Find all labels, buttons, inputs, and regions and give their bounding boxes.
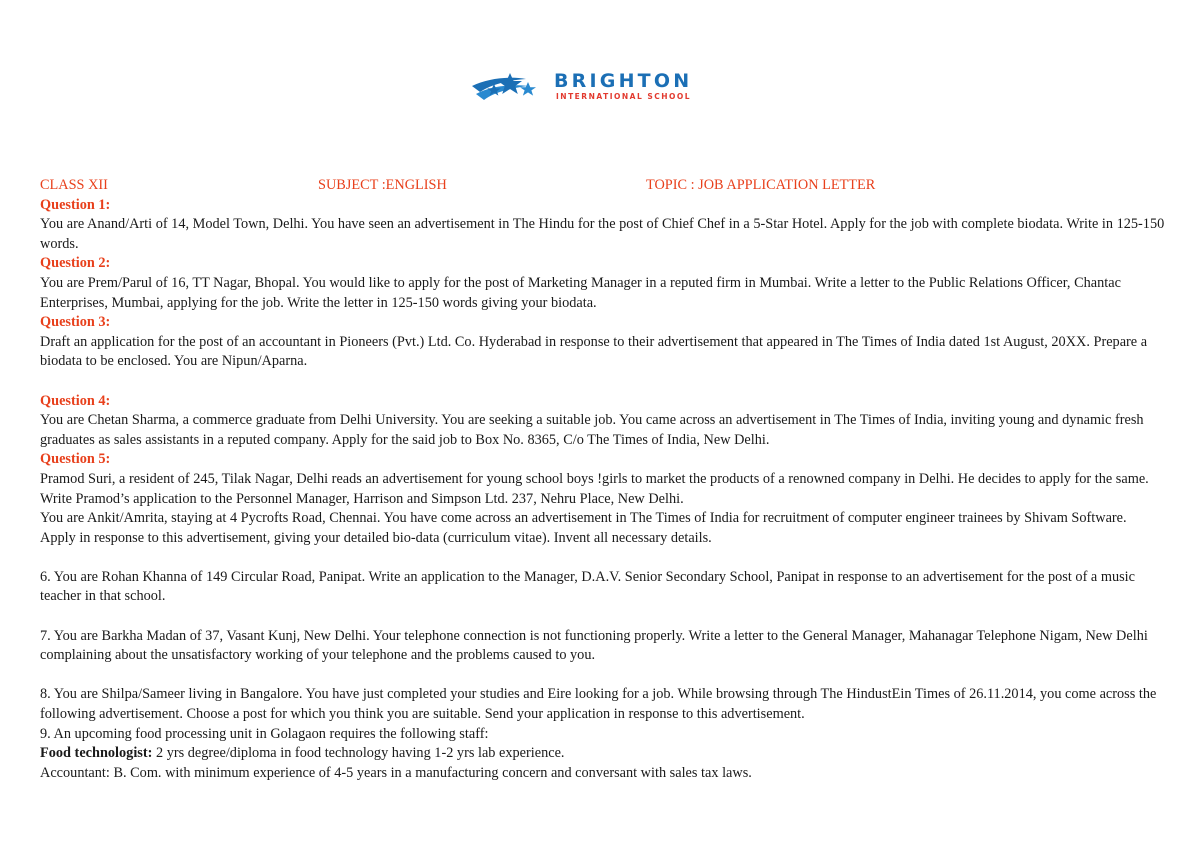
question-6-text: 6. You are Rohan Khanna of 149 Circular Road, Panipat. Write an application to the Manager, D.A.V. Senior Secondary School, Panipat in response to an advertisement for the post of a music teacher in that school.	[40, 568, 1135, 605]
question-4-text: You are Chetan Sharma, a commerce graduate from Delhi University. You are seeking a suitable job. You came across an advertisement in The Times of India, inviting young and dynamic fresh graduates as sales assistants in a reputed company. Apply for the said job to Box No. 8365, C/o The Times of India, New Delhi.	[40, 412, 1144, 448]
logo-title: BRIGHTON	[554, 70, 693, 92]
question-1-text: You are Anand/Arti of 14, Model Town, Delhi. You have seen an advertisement in The Hindu for the post of Chief Chef in a 5-Star Hotel. Apply for the job with complete biodata. Write in 125-150 words.	[40, 216, 1165, 252]
logo-subtitle: INTERNATIONAL SCHOOL	[556, 92, 692, 101]
question-5-title: Question 5:	[40, 451, 111, 468]
spacer	[40, 548, 1165, 568]
food-technologist-line	[40, 744, 1165, 764]
question-5-text-2: You are Ankit/Amrita, staying at 4 Pycrofts Road, Chennai. You have come across an advertisement in The Times of India for recruitment of computer engineer trainees by Shivam Software. Apply in response to this advertisement, giving your detailed bio-data (curriculum vitae). Invent all necessary details.	[40, 510, 1127, 546]
question-1-title: Question 1:	[40, 196, 111, 213]
school-logo	[470, 70, 732, 104]
food-technologist-text: 2 yrs degree/diploma in food technology having 1-2 yrs lab experience.	[152, 745, 565, 762]
question-8-text: 8. You are Shilpa/Sameer living in Bangalore. You have just completed your studies and Eire looking for a job. While browsing through The HindustEin Times of 26.11.2014, you come across the following advertisement. Choose a post for which you think you are suitable. Send your application in response to this advertisement.	[40, 686, 1157, 723]
subject-label: SUBJECT :ENGLISH	[318, 177, 447, 193]
question-4-title: Question 4:	[40, 392, 111, 409]
question-2-text: You are Prem/Parul of 16, TT Nagar, Bhopal. You would like to apply for the post of Marketing Manager in a reputed firm in Mumbai. Write a letter to the Public Relations Officer, Chantac Enterprises, Mumbai, applying for the job. Write the letter in 125-150 words giving your biodata.	[40, 274, 1121, 311]
worksheet-content	[40, 176, 1165, 783]
topic-label: TOPIC : JOB APPLICATION LETTER	[646, 177, 876, 193]
spacer	[40, 607, 1165, 627]
question-7-text: 7. You are Barkha Madan of 37, Vasant Kunj, New Delhi. Your telephone connection is not functioning properly. Write a letter to the General Manager, Mahanagar Telephone Nigam, New Delhi complaining about the unsatisfactory working of your telephone and the problems caused to you.	[40, 627, 1148, 664]
question-2-title: Question 2:	[40, 255, 111, 272]
food-technologist-label: Food technologist:	[40, 745, 153, 762]
question-9-text: 9. An upcoming food processing unit in Golagaon requires the following staff:	[40, 725, 489, 742]
spacer	[40, 666, 1165, 686]
question-3-text: Draft an application for the post of an accountant in Pioneers (Pvt.) Ltd. Co. Hyderabad in response to their advertisement that appeared in The Times of India dated 1st August, 20XX. Prepare a biodata to be enclosed. You are Nipun/Aparna.	[40, 333, 1148, 370]
accountant-line: Accountant: B. Com. with minimum experience of 4-5 years in a manufacturing concern and conversant with sales tax laws.	[40, 764, 752, 781]
question-3-title: Question 3:	[40, 314, 111, 331]
question-5-text: Pramod Suri, a resident of 245, Tilak Nagar, Delhi reads an advertisement for young school boys !girls to market the products of a renowned company in Delhi. He decides to apply for the same. Write Pramod’s application to the Personnel Manager, Harrison and Simpson Ltd. 237, Nehru Place, New Delhi.	[40, 470, 1149, 507]
class-label: CLASS XII	[40, 177, 108, 193]
worksheet-header	[40, 176, 1165, 196]
star-swoosh-icon	[470, 70, 550, 104]
spacer	[40, 372, 1165, 392]
